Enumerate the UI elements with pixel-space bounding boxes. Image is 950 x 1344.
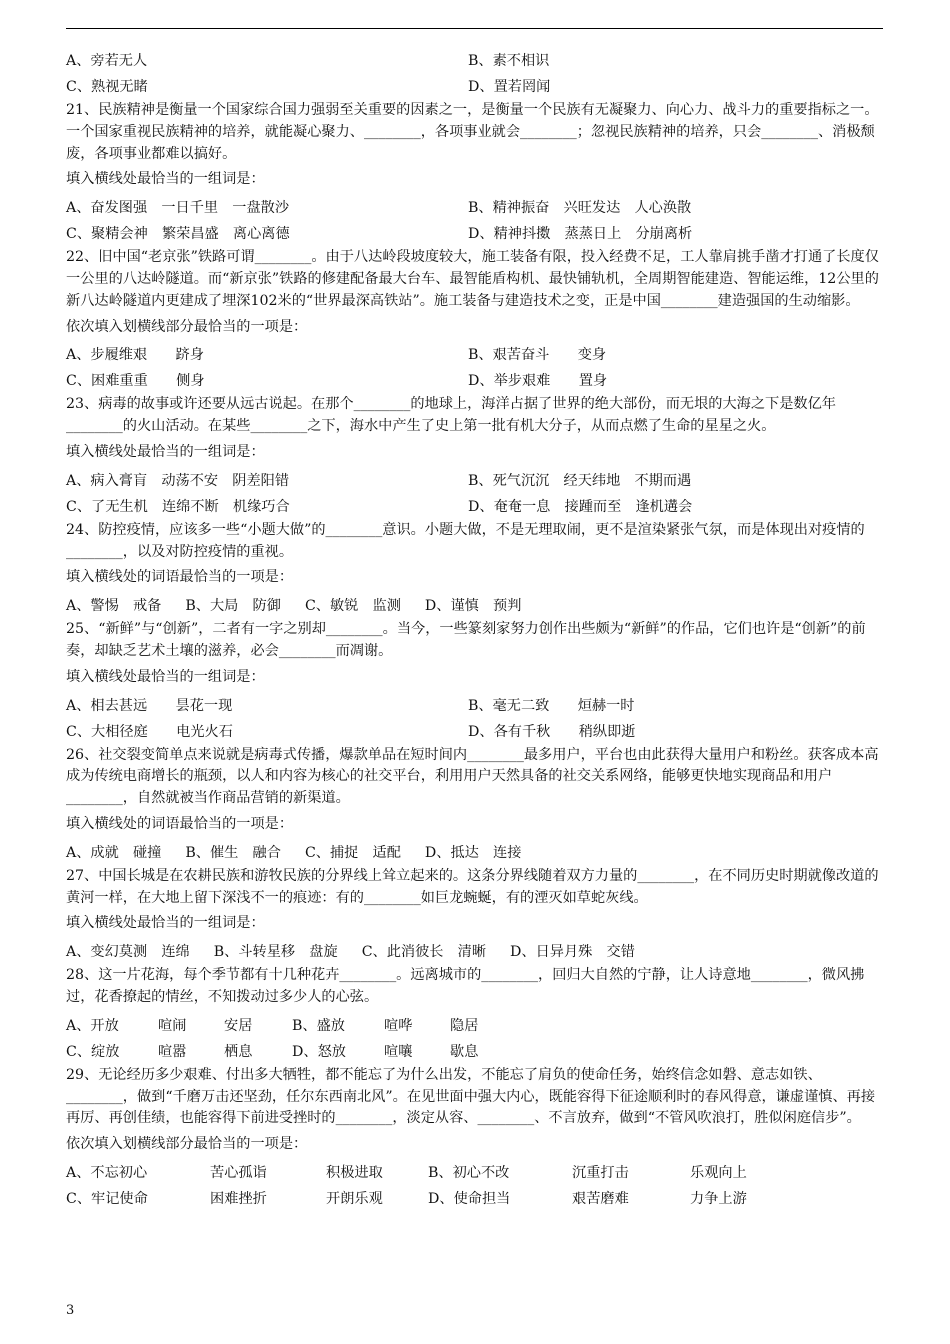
option-c: C、大相径庭 电光火石 — [66, 723, 233, 740]
option-a: A、不忘初心 — [66, 1164, 148, 1181]
option-word: 开朗乐观 — [326, 1190, 383, 1207]
q25-options-row — [66, 693, 884, 719]
q25-options-row — [66, 719, 884, 745]
q23-options-row — [66, 494, 884, 520]
option-word: 栖息 — [224, 1043, 253, 1060]
option-a: A、相去甚远 昙花一现 — [66, 697, 233, 714]
option-d: D、抵达 连接 — [424, 844, 522, 861]
page-number: 3 — [66, 1303, 75, 1318]
q22-options-row — [66, 368, 884, 394]
option-a: A、成就 碰撞 — [66, 844, 162, 861]
q20-options-row — [66, 74, 884, 100]
q28-options-row — [66, 1013, 884, 1039]
option-a: A、旁若无人 — [66, 53, 148, 69]
option-c: C、聚精会神 繁荣昌盛 离心离德 — [66, 226, 290, 243]
q22-stem: 22、旧中国“老京张”铁路可谓________。由于八达岭段坡度较大，施工装备有限，投入经费不足，工人靠肩挑手凿才打通了长度仅一公里的八达岭隧道。而“新京张”铁路的修建配备最大台车、最智能盾构机、最快铺轨机，全周期智能建造、智能运维，12公里的新八达岭隧道内更建成了埋深102米的“世界最深高铁站”。施工装备与建造技术之变，正是中国________建造强国的生动缩影。 — [66, 249, 879, 309]
option-a: A、开放 — [66, 1017, 119, 1034]
option-c: C、敏锐 监测 — [304, 598, 401, 615]
option-d: D、怒放 — [292, 1043, 346, 1060]
option-b: B、大局 防御 — [185, 598, 281, 615]
q25-stem: 25、“新鲜”与“创新”，二者有一字之别却________。当今，一些篆刻家努力创作出些颇为“新鲜”的作品，它们也许是“创新”的前奏，却缺乏艺术土壤的滋养，必会________而凋谢。 — [66, 621, 866, 659]
q29-prompt: 依次填入划横线部分最恰当的一项是： — [66, 1136, 308, 1153]
option-word: 力争上游 — [690, 1190, 747, 1207]
option-b: B、斗转星移 盘旋 — [213, 944, 338, 961]
q26-stem: 26、社交裂变简单点来说就是病毒式传播，爆款单品在短时间内________最多用户，平台也由此获得大量用户和粉丝。获客成本高成为传统电商增长的瓶颈，以人和内容为核心的社交平台，利用用户天然具备的社交关系网络，能够更快地实现商品和用户________，自然就被当作商品营销的新渠道。 — [66, 746, 879, 807]
q23-prompt: 填入横线处最恰当的一组词是： — [66, 443, 265, 460]
option-d: D、奄奄一息 接踵而至 逢机遘会 — [468, 498, 693, 515]
option-d: D、使命担当 — [428, 1190, 511, 1207]
q28-options-row — [66, 1039, 884, 1065]
q23-options-row — [66, 468, 884, 494]
option-b: B、素不相识 — [468, 53, 550, 69]
option-b: B、死气沉沉 经天纬地 不期而遇 — [468, 472, 692, 489]
option-b: B、毫无二致 烜赫一时 — [468, 697, 635, 714]
option-b: B、精神振奋 兴旺发达 人心涣散 — [468, 200, 692, 217]
q22-options-row — [66, 342, 884, 368]
q24-prompt: 填入横线处的词语最恰当的一项是： — [66, 569, 294, 586]
q24-options-row — [66, 593, 884, 619]
option-d: D、精神抖擞 蒸蒸日上 分崩离析 — [468, 226, 693, 243]
option-word: 乐观向上 — [690, 1164, 747, 1181]
q26-prompt: 填入横线处的词语最恰当的一项是： — [66, 815, 294, 832]
option-a: A、步履维艰 跻身 — [66, 347, 204, 364]
option-word: 安居 — [224, 1017, 253, 1034]
option-d: D、谨慎 预判 — [424, 598, 522, 615]
option-b: B、盛放 — [292, 1017, 345, 1034]
option-word: 隐居 — [450, 1017, 479, 1034]
q21-stem: 21、民族精神是衡量一个国家综合国力强弱至关重要的因素之一，是衡量一个民族有无凝聚力、向心力、战斗力的重要指标之一。一个国家重视民族精神的培养，就能凝心聚力、________，各项事业就会________；忽视民族精神的培养，只会________、消极颓废，各项事业都难以搞好。 — [66, 102, 879, 162]
option-a: A、病入膏肓 动荡不安 阴差阳错 — [66, 472, 290, 489]
q25-prompt: 填入横线处最恰当的一组词是： — [66, 668, 265, 685]
q27-stem: 27、中国长城是在农耕民族和游牧民族的分界线上耸立起来的。这条分界线随着双方力量的________，在不同历史时期就像改道的黄河一样，在大地上留下深浅不一的痕迹：有的________如巨龙蜿蜒，有的湮灭如草蛇灰线。 — [66, 867, 879, 906]
option-d: D、置若罔闻 — [468, 79, 551, 95]
option-word: 艰苦磨难 — [572, 1190, 629, 1207]
option-word: 喧嚣 — [158, 1043, 187, 1060]
q29-stem: 29、无论经历多少艰难、付出多大牺牲，都不能忘了为什么出发，不能忘了肩负的使命任务，始终信念如磐、意志如铁、________，做到“千磨万击还坚劲，任尔东西南北风”。在见世面中强大内心，既能容得下征途顺利时的春风得意，谦虚谨慎、再接再厉、再创佳绩，也能容得下前进受挫时的________，淡定从容、________、不言放弃，做到“不管风吹浪打，胜似闲庭信步”。 — [66, 1066, 876, 1127]
option-c: C、熟视无睹 — [66, 79, 148, 95]
option-word: 喧哗 — [384, 1017, 413, 1034]
option-c: C、了无生机 连绵不断 机缘巧合 — [66, 498, 290, 515]
option-d: D、各有千秋 稍纵即逝 — [468, 723, 636, 740]
option-c: C、捕捉 适配 — [304, 844, 401, 861]
q27-options-row — [66, 939, 884, 965]
option-word: 歇息 — [450, 1043, 479, 1060]
q27-prompt: 填入横线处最恰当的一组词是： — [66, 915, 265, 932]
q21-options-row — [66, 195, 884, 221]
option-word: 困难挫折 — [210, 1190, 267, 1207]
q26-options-row — [66, 840, 884, 866]
option-b: B、艰苦奋斗 变身 — [468, 347, 607, 364]
q28-stem: 28、这一片花海，每个季节都有十几种花卉________。远离城市的________，回归大自然的宁静，让人诗意地________，微风拂过，花香撩起的情丝，不知拨动过多少人的心弦。 — [66, 967, 865, 1005]
option-b: B、初心不改 — [428, 1164, 510, 1181]
option-word: 喧闹 — [158, 1017, 187, 1034]
q20-options-row — [66, 48, 884, 74]
option-d: D、举步艰难 置身 — [468, 373, 608, 390]
q29-options-row — [66, 1186, 884, 1212]
option-c: C、此消彼长 清晰 — [361, 944, 487, 961]
option-a: A、变幻莫测 连绵 — [66, 944, 190, 961]
q21-options-row — [66, 221, 884, 247]
header-rule — [66, 28, 883, 29]
option-d: D、日异月殊 交错 — [510, 944, 635, 961]
option-word: 积极进取 — [326, 1164, 383, 1181]
option-word: 喧嚷 — [384, 1043, 413, 1060]
option-a: A、警惕 戒备 — [66, 598, 162, 615]
option-a: A、奋发图强 一日千里 一盘散沙 — [66, 200, 290, 217]
option-b: B、催生 融合 — [185, 844, 281, 861]
option-c: C、困难重重 侧身 — [66, 373, 205, 390]
option-word: 苦心孤诣 — [210, 1164, 267, 1181]
option-c: C、牢记使命 — [66, 1190, 148, 1207]
q24-stem: 24、防控疫情，应该多一些“小题大做”的________意识。小题大做，不是无理取闹，更不是渲染紧张气氛，而是体现出对疫情的________，以及对防控疫情的重视。 — [66, 521, 865, 560]
q29-options-row — [66, 1160, 884, 1186]
option-word: 沉重打击 — [572, 1164, 629, 1181]
page-content — [66, 48, 884, 1212]
option-c: C、绽放 — [66, 1043, 120, 1060]
q21-prompt: 填入横线处最恰当的一组词是： — [66, 171, 265, 188]
q22-prompt: 依次填入划横线部分最恰当的一项是： — [66, 318, 308, 335]
q23-stem: 23、病毒的故事或许还要从远古说起。在那个________的地球上，海洋占据了世界的绝大部份，而无垠的大海之下是数亿年________的火山活动。在某些________之下，海水中产生了史上第一批有机大分子，从而点燃了生命的星星之火。 — [66, 396, 836, 435]
